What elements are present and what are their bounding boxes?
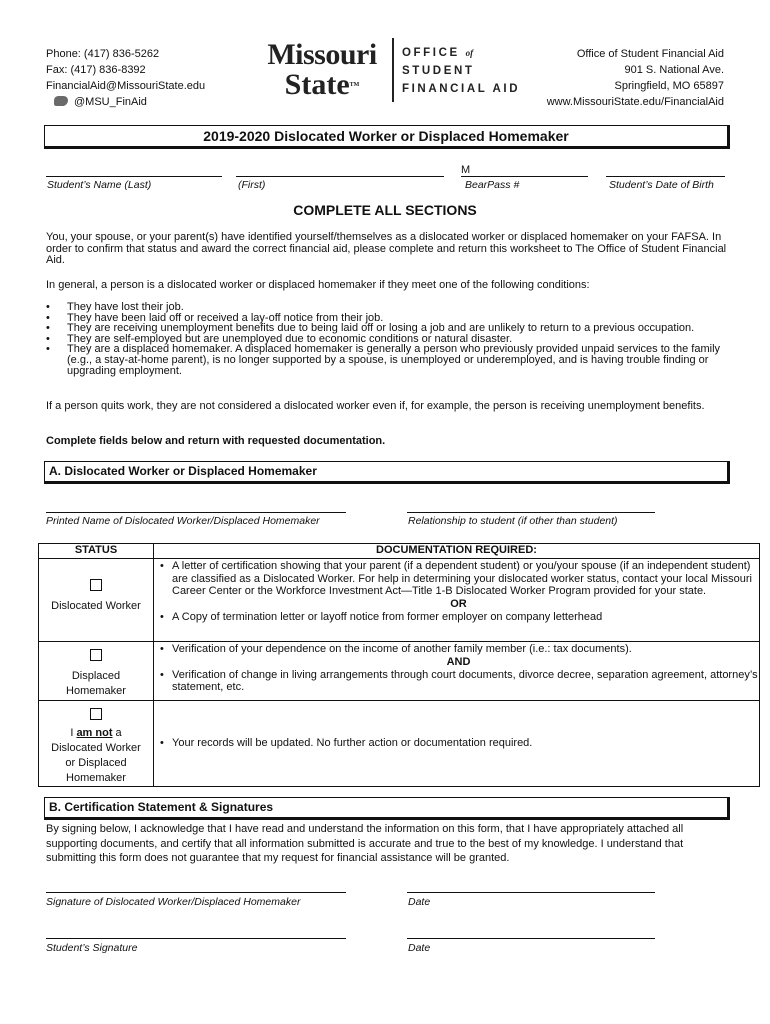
address-city: Springfield, MO 65897 [614, 80, 724, 92]
intro-paragraph: You, your spouse, or your parent(s) have identified yourself/themselves as a dislocated worker or displaced homemaker on your FAFSA. In order to confirm that status and award the correct financial aid, please complete and return this worksheet to The Office of Student Financial Aid. [46, 231, 727, 266]
am-not-emphasis: am not [76, 727, 113, 739]
student-signature-label: Student’s Signature [46, 942, 138, 954]
fax-text: Fax: (417) 836-8392 [46, 64, 146, 76]
last-name-line[interactable] [46, 176, 222, 177]
status-documentation-table [38, 543, 760, 787]
bearpass-prefix: M [461, 164, 471, 176]
displaced-label-1: Displaced [71, 670, 121, 682]
status-dislocated-worker [39, 559, 154, 642]
complete-all-sections-heading: COMPLETE ALL SECTIONS [293, 202, 477, 218]
student-signature-line[interactable] [46, 938, 346, 939]
condition-item: • They are receiving unemployment benefits due to being laid off or losing a job and are unlikely to return to a previous occupation. [46, 323, 730, 334]
logo-tm: TM [349, 82, 360, 88]
date1-label: Date [408, 896, 431, 908]
address-office: Office of Student Financial Aid [576, 48, 724, 60]
status-not-dislocated [39, 701, 154, 787]
twitter-bird-icon [54, 96, 68, 106]
doc-bullet: • A letter of certification showing that your parent (if a dependent student) or you/your spouse (if an independent student) are classified as a Dislocated Worker. For help in determining your dislocated worker status, contact your local Missouri Career Center or the Workforce Investment Act—Title 1-B Dislocated Worker Program provided for your state. [158, 560, 759, 598]
not-dislocated-docs [154, 701, 760, 787]
doc-bullet: • Verification of your dependence on the income of another family member (i.e.: tax documents). [158, 643, 759, 656]
table-row [39, 701, 760, 787]
status-displaced-homemaker [39, 642, 154, 701]
certification-statement: By signing below, I acknowledge that I have read and understand the information on this form, that I have appropriately attached all supporting documents, and certify that all information submitted is accurate and true to the best of my knowledge. I understand that submitting this form does not guarantee that my request for financial assistance will be granted. [46, 823, 684, 864]
relationship-line[interactable] [407, 512, 655, 513]
condition-item: • They have been laid off or received a lay-off notice from their job. [46, 313, 730, 324]
address-web[interactable]: www.MissouriState.edu/FinancialAid [546, 96, 724, 108]
dob-label: Student’s Date of Birth [609, 179, 714, 191]
section-b-header: B. Certification Statement & Signatures [44, 797, 730, 820]
table-header-row [39, 544, 760, 559]
general-paragraph: In general, a person is a dislocated worker or displaced homemaker if they meet one of the following conditions: [46, 279, 590, 291]
displaced-label-2: Homemaker [66, 685, 126, 697]
status-column-header: STATUS [39, 544, 154, 559]
not-dislocated-label-2: Dislocated Worker [51, 742, 141, 754]
not-dislocated-checkbox[interactable] [90, 708, 102, 720]
displaced-homemaker-docs [154, 642, 760, 701]
office-line1: OFFICE [402, 47, 460, 59]
logo-divider [392, 38, 394, 102]
relationship-label: Relationship to student (if other than student) [408, 515, 618, 527]
dislocated-worker-checkbox[interactable] [90, 579, 102, 591]
displaced-homemaker-checkbox[interactable] [90, 649, 102, 661]
bearpass-line[interactable] [461, 176, 588, 177]
phone-text: Phone: (417) 836-5262 [46, 48, 160, 60]
office-line2: STUDENT [402, 65, 475, 77]
condition-item: • They are self-employed but are unemployed due to economic conditions or natural disaster. [46, 334, 730, 345]
office-of: of [465, 48, 474, 58]
date1-line[interactable] [407, 892, 655, 893]
complete-fields-instruction: Complete fields below and return with requested documentation. [46, 435, 386, 447]
date2-line[interactable] [407, 938, 655, 939]
dob-line[interactable] [606, 176, 725, 177]
not-label-post: a [112, 727, 122, 739]
form-title: 2019-2020 Dislocated Worker or Displaced Homemaker [44, 125, 730, 149]
table-row [39, 559, 760, 642]
table-row [39, 642, 760, 701]
logo-wordmark [258, 40, 386, 100]
doc-bullet: • Your records will be updated. No further action or documentation required. [158, 737, 759, 750]
doc-bullet: • A Copy of termination letter or layoff notice from former employer on company letterhead [158, 611, 759, 624]
logo-office-text [402, 44, 520, 98]
bearpass-label: BearPass # [465, 179, 520, 191]
conditions-list [46, 302, 730, 376]
doc-bullet: • Verification of change in living arrangements through court documents, divorce decree, separation agreement, attorney’s statement, etc. [158, 669, 759, 694]
printed-name-line[interactable] [46, 512, 346, 513]
twitter-handle [46, 94, 205, 110]
dislocated-worker-docs [154, 559, 760, 642]
missouri-state-logo [258, 38, 528, 108]
and-separator: AND [446, 655, 471, 668]
dislocated-worker-label: Dislocated Worker [51, 600, 141, 612]
not-dislocated-label-3: or Displaced [65, 757, 127, 769]
address-street: 901 S. National Ave. [624, 64, 724, 76]
condition-item: • They are a displaced homemaker. A displaced homemaker is generally a person who previously provided unpaid services to the family (e.g., a stay-at-home parent), is no longer supported by a spouse, is unemployed or underemployed, and is having trouble finding or upgrading employment. [46, 344, 730, 376]
office-line3: FINANCIAL AID [402, 83, 521, 95]
twitter-handle-text: @MSU_FinAid [74, 96, 147, 108]
logo-line-missouri: Missouri [267, 38, 377, 71]
documentation-column-header: DOCUMENTATION REQUIRED: [154, 544, 760, 559]
not-dislocated-label-1 [39, 726, 153, 741]
condition-item: • They have lost their job. [46, 302, 730, 313]
quits-paragraph: If a person quits work, they are not considered a dislocated worker even if, for example, the person is receiving unemployment benefits. [46, 400, 705, 412]
first-name-label: (First) [238, 179, 266, 191]
printed-name-label: Printed Name of Dislocated Worker/Displaced Homemaker [46, 515, 320, 527]
office-address [547, 46, 724, 110]
logo-line-state [258, 70, 386, 100]
worker-signature-label: Signature of Dislocated Worker/Displaced Homemaker [46, 896, 301, 908]
date2-label: Date [408, 942, 431, 954]
email-text: FinancialAid@MissouriState.edu [46, 80, 206, 92]
not-dislocated-label-4: Homemaker [66, 772, 126, 784]
logo-state-text: State [284, 68, 350, 101]
first-name-line[interactable] [236, 176, 444, 177]
worker-signature-line[interactable] [46, 892, 346, 893]
contact-info [46, 46, 205, 110]
not-label-pre: I [70, 727, 77, 739]
or-separator: OR [450, 597, 467, 610]
last-name-label: Student’s Name (Last) [47, 179, 152, 191]
section-a-header: A. Dislocated Worker or Displaced Homemaker [44, 461, 730, 484]
